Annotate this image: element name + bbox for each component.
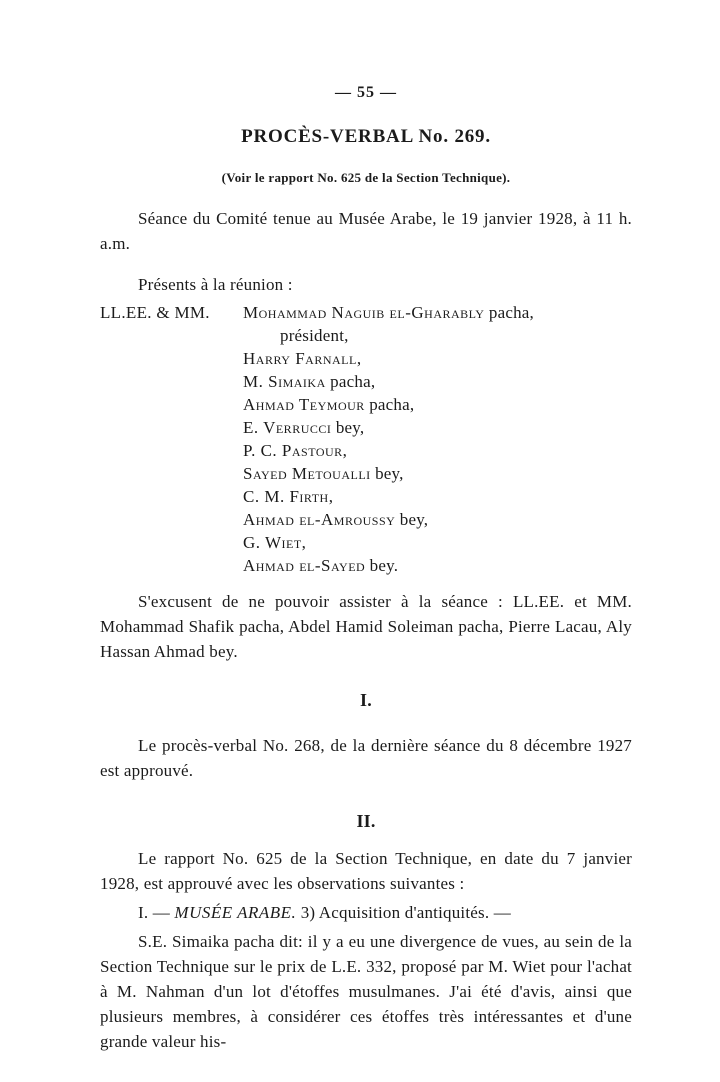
attendee-name: C. M. Firth (243, 487, 329, 506)
presents-label: Présents à la réunion : (138, 275, 293, 294)
section-1-heading: I. (360, 690, 372, 710)
agenda-item-prefix: I. — (138, 903, 175, 922)
attendee-title: bey, (331, 418, 365, 437)
agenda-item-rest: 3) Acquisition d'antiquités. — (296, 903, 511, 922)
paragraph-discussion: S.E. Simaika pacha dit: il y a eu une divergence de vues, au sein de la Section Technique sur le prix de L.E. 332, proposé par M. Wiet pour l'achat à M. Nahman d'un lot d'étoffes musulmanes. J'ai été d'avis, ainsi que plusieurs membres, à considérer ces étoffes très intéressantes et d'une grande valeur his- (100, 932, 632, 1051)
paragraph-excuses: S'excusent de ne pouvoir assister à la séance : LL.EE. et MM. Mohammad Shafik pacha, Abdel Hamid Soleiman pacha, Pierre Lacau, Aly Hassan Ahmad bey. (100, 592, 632, 661)
attendee-name: P. C. Pastour (243, 441, 343, 460)
attendee-line (243, 554, 632, 577)
section-2-heading: II. (356, 811, 376, 831)
attendee-line (243, 531, 632, 554)
attendee-line (243, 416, 632, 439)
attendees-list (100, 301, 632, 577)
president-line: président, (280, 326, 349, 345)
doc-subtitle: (Voir le rapport No. 625 de la Section Technique). (221, 170, 511, 185)
attendee-name: M. Simaika (243, 372, 326, 391)
attendee-line (243, 370, 632, 393)
attendee-title: , (328, 487, 334, 506)
paragraph-intro: Séance du Comité tenue au Musée Arabe, le 19 janvier 1928, à 11 h. a.m. (100, 209, 632, 253)
attendee-title: bey, (370, 464, 404, 483)
attendees-prefix: LL.EE. & MM. (100, 303, 210, 322)
attendee-name: Mohammad Naguib el-Gharably (243, 303, 485, 322)
attendee-title: pacha, (484, 303, 535, 322)
attendee-title: pacha, (325, 372, 376, 391)
attendee-title: , (342, 441, 348, 460)
attendee-title: , (356, 349, 362, 368)
attendee-title: , (301, 533, 307, 552)
attendee-line (243, 462, 632, 485)
attendee-line (243, 508, 632, 531)
agenda-item-title: MUSÉE ARABE. (174, 903, 297, 922)
attendee-title: bey. (365, 556, 399, 575)
attendee-line (243, 485, 632, 508)
attendee-name: Ahmad el-Amroussy (243, 510, 396, 529)
document-body (100, 206, 632, 1054)
attendee-name: E. Verrucci (243, 418, 332, 437)
attendee-name: G. Wiet (243, 533, 302, 552)
agenda-item-line (100, 900, 632, 925)
attendee-name: Sayed Metoualli (243, 464, 371, 483)
attendee-name: Harry Farnall (243, 349, 357, 368)
page-number: — 55 — (335, 84, 397, 101)
attendee-title: pacha, (364, 395, 415, 414)
attendee-name: Ahmad Teymour (243, 395, 365, 414)
attendee-line (100, 301, 632, 324)
attendee-title: bey, (395, 510, 429, 529)
section-1-paragraph: Le procès-verbal No. 268, de la dernière séance du 8 décembre 1927 est approuvé. (100, 736, 632, 780)
doc-title: PROCÈS-VERBAL No. 269. (241, 126, 491, 147)
section-2-paragraph: Le rapport No. 625 de la Section Technique, en date du 7 janvier 1928, est approuvé avec les observations suivantes : (100, 849, 632, 893)
attendee-line (243, 393, 632, 416)
attendee-line (243, 439, 632, 462)
attendee-name: Ahmad el-Sayed (243, 556, 366, 575)
attendee-line (243, 347, 632, 370)
